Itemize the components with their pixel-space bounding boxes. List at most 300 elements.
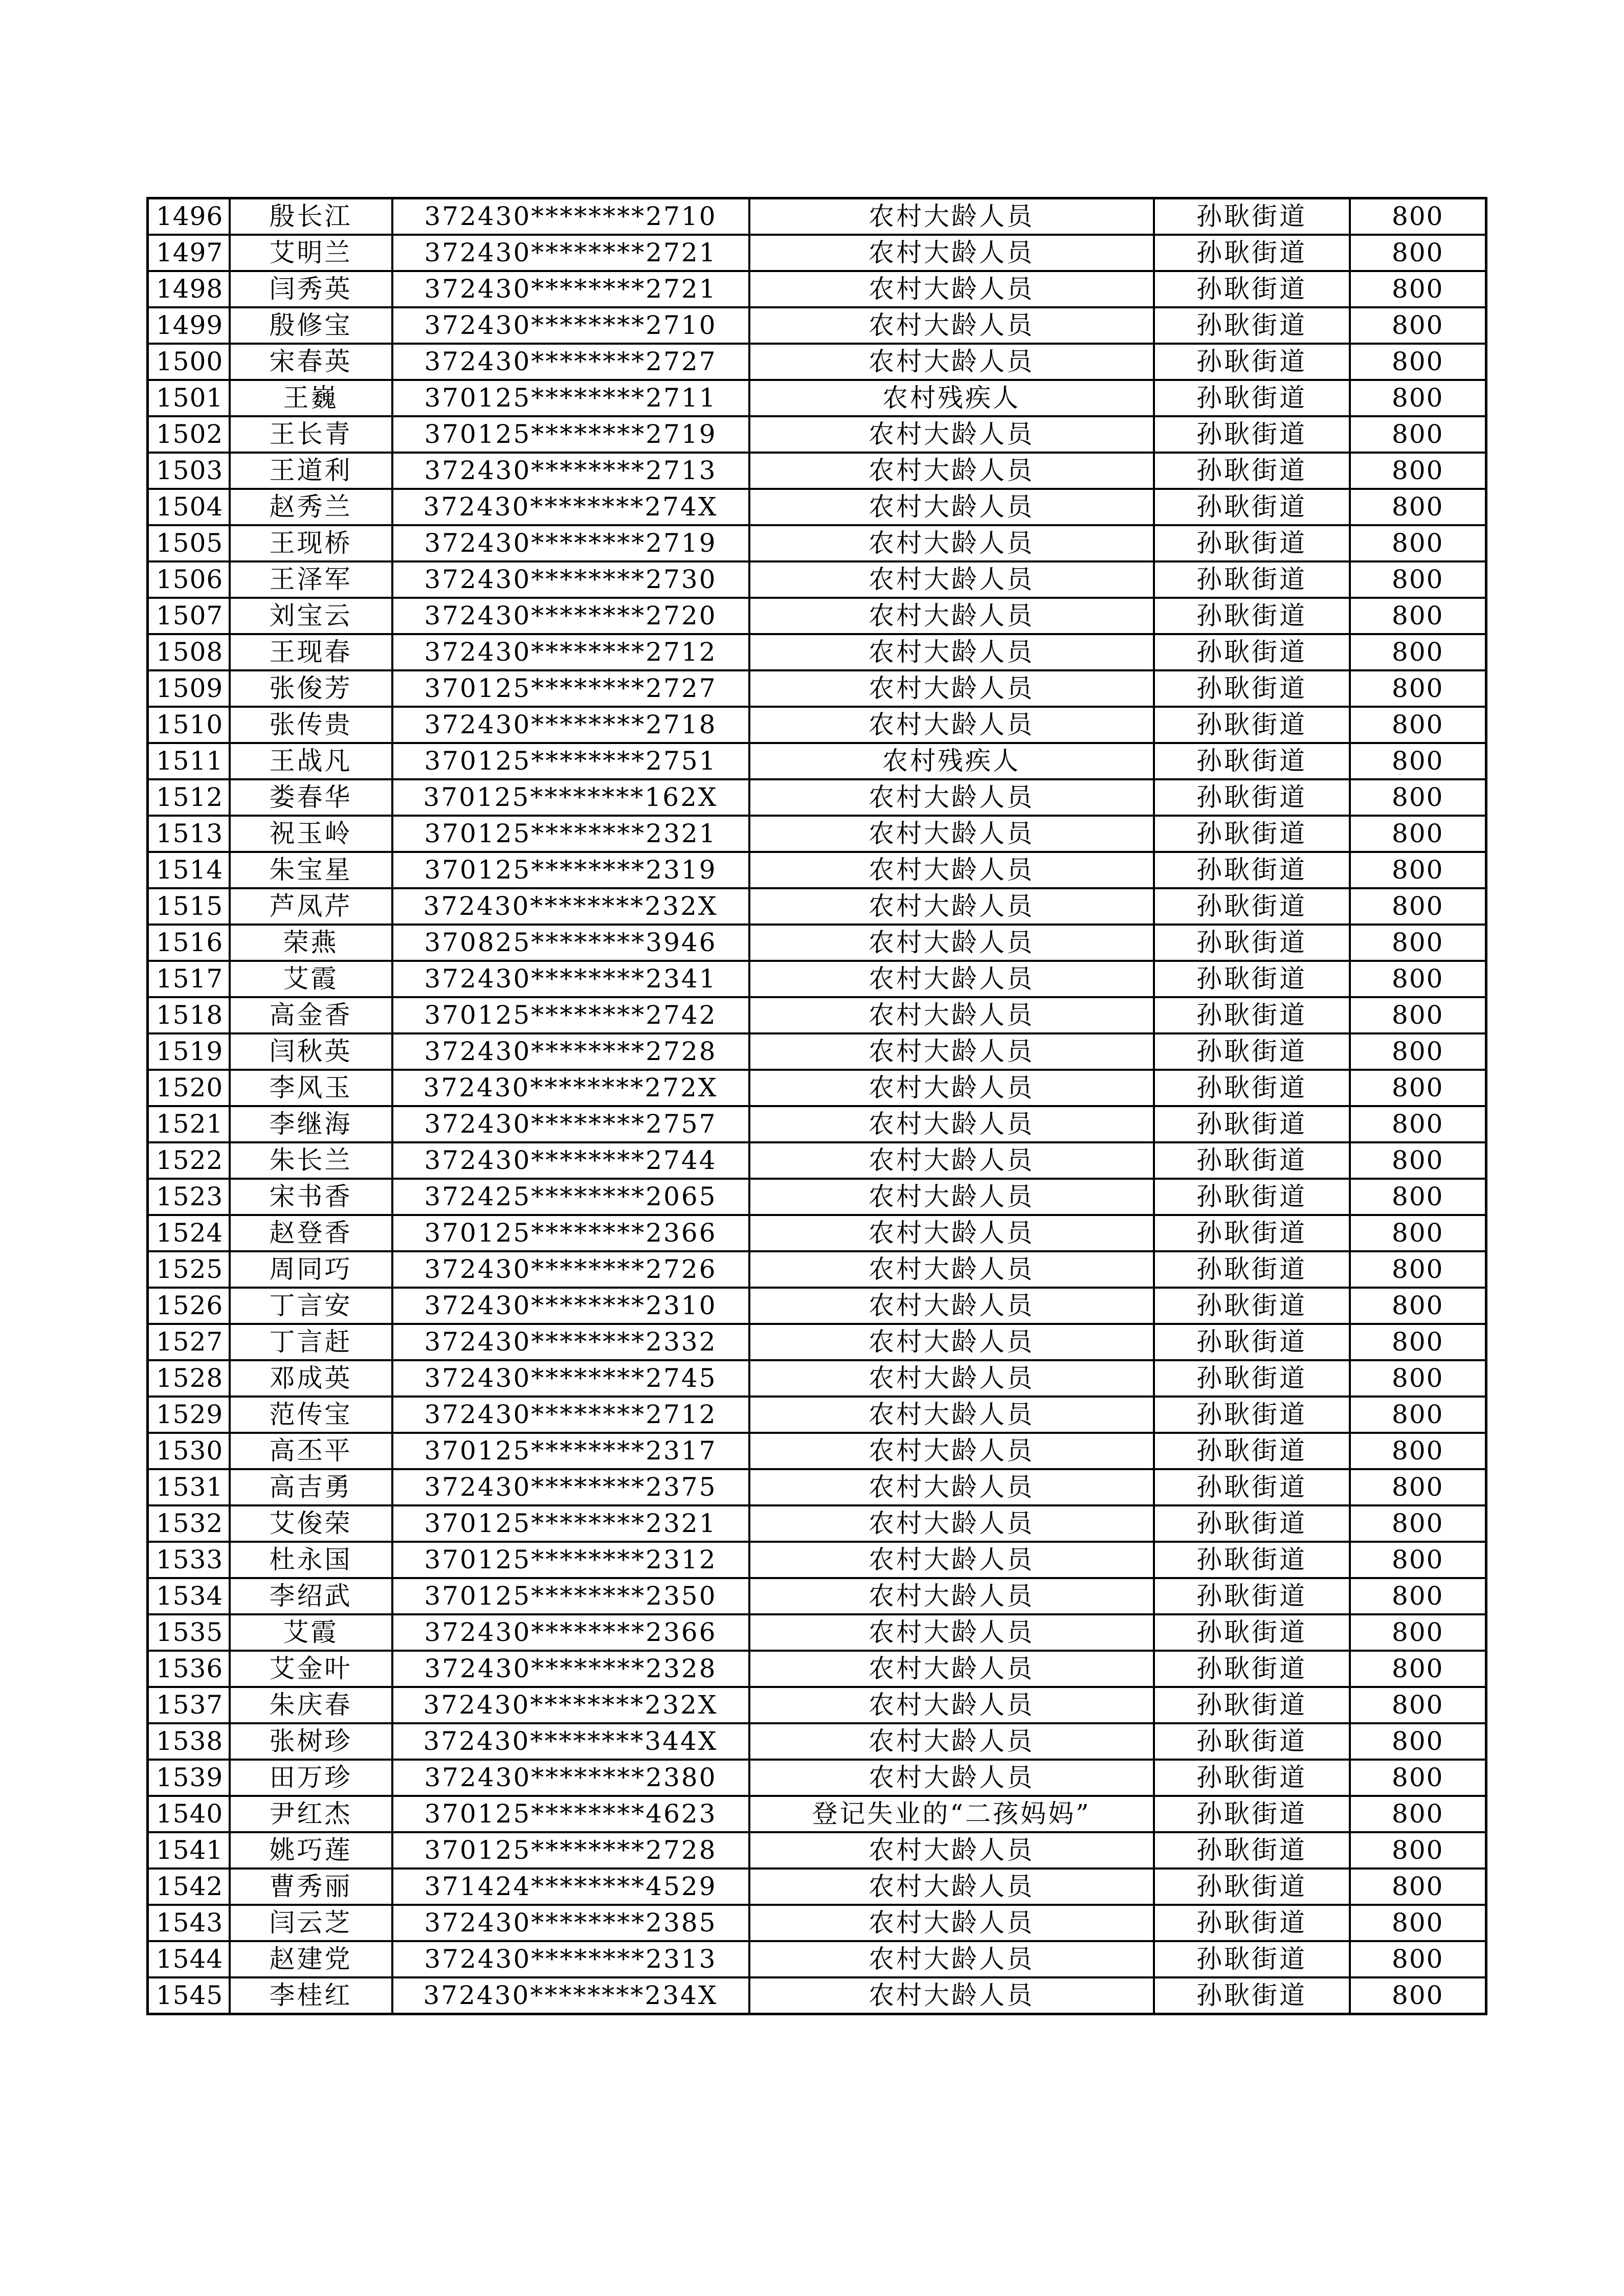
street-cell: 孙耿街道 xyxy=(1154,997,1350,1033)
name-cell: 闫云芝 xyxy=(230,1905,392,1941)
id-number-cell: 370125********2719 xyxy=(392,416,749,453)
table-row xyxy=(148,743,1486,779)
table-row xyxy=(148,1796,1486,1832)
amount-cell: 800 xyxy=(1350,1433,1486,1469)
name-cell: 王长青 xyxy=(230,416,392,453)
id-number-cell: 370125********2350 xyxy=(392,1578,749,1614)
name-cell: 荣燕 xyxy=(230,925,392,961)
row-number-cell: 1509 xyxy=(148,670,230,707)
amount-cell: 800 xyxy=(1350,1215,1486,1251)
name-cell: 丁言安 xyxy=(230,1288,392,1324)
amount-cell: 800 xyxy=(1350,997,1486,1033)
row-number-cell: 1540 xyxy=(148,1796,230,1832)
street-cell: 孙耿街道 xyxy=(1154,1869,1350,1905)
id-number-cell: 372430********2328 xyxy=(392,1651,749,1687)
id-number-cell: 372430********2721 xyxy=(392,235,749,271)
amount-cell: 800 xyxy=(1350,925,1486,961)
id-number-cell: 370125********2319 xyxy=(392,852,749,888)
amount-cell: 800 xyxy=(1350,598,1486,634)
amount-cell: 800 xyxy=(1350,816,1486,852)
id-number-cell: 372430********2375 xyxy=(392,1469,749,1505)
street-cell: 孙耿街道 xyxy=(1154,1215,1350,1251)
table-row xyxy=(148,235,1486,271)
name-cell: 田万珍 xyxy=(230,1760,392,1796)
street-cell: 孙耿街道 xyxy=(1154,1106,1350,1142)
id-number-cell: 370125********2728 xyxy=(392,1832,749,1869)
category-cell: 农村残疾人 xyxy=(749,743,1154,779)
category-cell: 农村大龄人员 xyxy=(749,1614,1154,1651)
table-row xyxy=(148,997,1486,1033)
id-number-cell: 372430********2726 xyxy=(392,1251,749,1288)
street-cell: 孙耿街道 xyxy=(1154,1905,1350,1941)
amount-cell: 800 xyxy=(1350,271,1486,307)
row-number-cell: 1497 xyxy=(148,235,230,271)
id-number-cell: 370125********2312 xyxy=(392,1542,749,1578)
name-cell: 朱庆春 xyxy=(230,1687,392,1723)
amount-cell: 800 xyxy=(1350,235,1486,271)
table-row xyxy=(148,816,1486,852)
street-cell: 孙耿街道 xyxy=(1154,634,1350,670)
amount-cell: 800 xyxy=(1350,561,1486,598)
row-number-cell: 1531 xyxy=(148,1469,230,1505)
row-number-cell: 1511 xyxy=(148,743,230,779)
table-row xyxy=(148,1288,1486,1324)
name-cell: 赵建党 xyxy=(230,1941,392,1977)
row-number-cell: 1503 xyxy=(148,453,230,489)
name-cell: 张俊芳 xyxy=(230,670,392,707)
id-number-cell: 370125********4623 xyxy=(392,1796,749,1832)
table-row xyxy=(148,1505,1486,1542)
amount-cell: 800 xyxy=(1350,888,1486,925)
id-number-cell: 372430********2727 xyxy=(392,344,749,380)
amount-cell: 800 xyxy=(1350,779,1486,816)
street-cell: 孙耿街道 xyxy=(1154,1033,1350,1070)
name-cell: 殷修宝 xyxy=(230,307,392,344)
id-number-cell: 372430********2313 xyxy=(392,1941,749,1977)
row-number-cell: 1507 xyxy=(148,598,230,634)
street-cell: 孙耿街道 xyxy=(1154,670,1350,707)
category-cell: 农村大龄人员 xyxy=(749,1324,1154,1360)
id-number-cell: 370125********162X xyxy=(392,779,749,816)
street-cell: 孙耿街道 xyxy=(1154,1796,1350,1832)
amount-cell: 800 xyxy=(1350,1651,1486,1687)
row-number-cell: 1500 xyxy=(148,344,230,380)
name-cell: 艾俊荣 xyxy=(230,1505,392,1542)
category-cell: 登记失业的“二孩妈妈” xyxy=(749,1796,1154,1832)
id-number-cell: 370125********2321 xyxy=(392,1505,749,1542)
category-cell: 农村大龄人员 xyxy=(749,961,1154,997)
id-number-cell: 372430********344X xyxy=(392,1723,749,1760)
amount-cell: 800 xyxy=(1350,416,1486,453)
street-cell: 孙耿街道 xyxy=(1154,779,1350,816)
amount-cell: 800 xyxy=(1350,1469,1486,1505)
row-number-cell: 1516 xyxy=(148,925,230,961)
row-number-cell: 1520 xyxy=(148,1070,230,1106)
name-cell: 姚巧莲 xyxy=(230,1832,392,1869)
table-body xyxy=(148,198,1486,2014)
table-row xyxy=(148,961,1486,997)
category-cell: 农村大龄人员 xyxy=(749,1033,1154,1070)
street-cell: 孙耿街道 xyxy=(1154,1941,1350,1977)
name-cell: 高丕平 xyxy=(230,1433,392,1469)
row-number-cell: 1537 xyxy=(148,1687,230,1723)
category-cell: 农村大龄人员 xyxy=(749,598,1154,634)
name-cell: 祝玉岭 xyxy=(230,816,392,852)
category-cell: 农村大龄人员 xyxy=(749,1832,1154,1869)
id-number-cell: 372430********2730 xyxy=(392,561,749,598)
category-cell: 农村大龄人员 xyxy=(749,1179,1154,1215)
table-row xyxy=(148,1578,1486,1614)
name-cell: 王现春 xyxy=(230,634,392,670)
category-cell: 农村大龄人员 xyxy=(749,489,1154,525)
table-row xyxy=(148,1215,1486,1251)
street-cell: 孙耿街道 xyxy=(1154,1251,1350,1288)
table-row xyxy=(148,634,1486,670)
street-cell: 孙耿街道 xyxy=(1154,888,1350,925)
amount-cell: 800 xyxy=(1350,743,1486,779)
category-cell: 农村大龄人员 xyxy=(749,1905,1154,1941)
category-cell: 农村大龄人员 xyxy=(749,1505,1154,1542)
row-number-cell: 1508 xyxy=(148,634,230,670)
name-cell: 闫秋英 xyxy=(230,1033,392,1070)
street-cell: 孙耿街道 xyxy=(1154,816,1350,852)
table-row xyxy=(148,1033,1486,1070)
id-number-cell: 372430********234X xyxy=(392,1977,749,2014)
category-cell: 农村大龄人员 xyxy=(749,1977,1154,2014)
name-cell: 张传贵 xyxy=(230,707,392,743)
amount-cell: 800 xyxy=(1350,1106,1486,1142)
street-cell: 孙耿街道 xyxy=(1154,852,1350,888)
id-number-cell: 371424********4529 xyxy=(392,1869,749,1905)
table-row xyxy=(148,1397,1486,1433)
street-cell: 孙耿街道 xyxy=(1154,271,1350,307)
category-cell: 农村大龄人员 xyxy=(749,634,1154,670)
table-row xyxy=(148,1106,1486,1142)
name-cell: 艾明兰 xyxy=(230,235,392,271)
street-cell: 孙耿街道 xyxy=(1154,453,1350,489)
amount-cell: 800 xyxy=(1350,1505,1486,1542)
name-cell: 张树珍 xyxy=(230,1723,392,1760)
name-cell: 闫秀英 xyxy=(230,271,392,307)
id-number-cell: 370125********2727 xyxy=(392,670,749,707)
table-row xyxy=(148,525,1486,561)
row-number-cell: 1504 xyxy=(148,489,230,525)
amount-cell: 800 xyxy=(1350,1723,1486,1760)
category-cell: 农村大龄人员 xyxy=(749,1651,1154,1687)
row-number-cell: 1544 xyxy=(148,1941,230,1977)
name-cell: 李桂红 xyxy=(230,1977,392,2014)
street-cell: 孙耿街道 xyxy=(1154,307,1350,344)
amount-cell: 800 xyxy=(1350,1869,1486,1905)
row-number-cell: 1528 xyxy=(148,1360,230,1397)
category-cell: 农村大龄人员 xyxy=(749,1142,1154,1179)
amount-cell: 800 xyxy=(1350,634,1486,670)
row-number-cell: 1534 xyxy=(148,1578,230,1614)
name-cell: 赵秀兰 xyxy=(230,489,392,525)
name-cell: 宋书香 xyxy=(230,1179,392,1215)
street-cell: 孙耿街道 xyxy=(1154,1760,1350,1796)
street-cell: 孙耿街道 xyxy=(1154,1977,1350,2014)
table-row xyxy=(148,1941,1486,1977)
amount-cell: 800 xyxy=(1350,1941,1486,1977)
category-cell: 农村大龄人员 xyxy=(749,997,1154,1033)
amount-cell: 800 xyxy=(1350,852,1486,888)
street-cell: 孙耿街道 xyxy=(1154,1651,1350,1687)
name-cell: 艾霞 xyxy=(230,1614,392,1651)
street-cell: 孙耿街道 xyxy=(1154,380,1350,416)
row-number-cell: 1502 xyxy=(148,416,230,453)
id-number-cell: 372430********274X xyxy=(392,489,749,525)
amount-cell: 800 xyxy=(1350,1288,1486,1324)
table-row xyxy=(148,779,1486,816)
row-number-cell: 1512 xyxy=(148,779,230,816)
category-cell: 农村大龄人员 xyxy=(749,416,1154,453)
table-row xyxy=(148,598,1486,634)
id-number-cell: 372430********2385 xyxy=(392,1905,749,1941)
table-row xyxy=(148,888,1486,925)
id-number-cell: 370125********2321 xyxy=(392,816,749,852)
amount-cell: 800 xyxy=(1350,198,1486,235)
category-cell: 农村大龄人员 xyxy=(749,1397,1154,1433)
table-row xyxy=(148,1251,1486,1288)
row-number-cell: 1499 xyxy=(148,307,230,344)
category-cell: 农村大龄人员 xyxy=(749,1723,1154,1760)
id-number-cell: 370825********3946 xyxy=(392,925,749,961)
table-row xyxy=(148,670,1486,707)
amount-cell: 800 xyxy=(1350,961,1486,997)
street-cell: 孙耿街道 xyxy=(1154,1324,1350,1360)
category-cell: 农村大龄人员 xyxy=(749,1578,1154,1614)
table-row xyxy=(148,1651,1486,1687)
amount-cell: 800 xyxy=(1350,1614,1486,1651)
table-row xyxy=(148,489,1486,525)
row-number-cell: 1533 xyxy=(148,1542,230,1578)
row-number-cell: 1530 xyxy=(148,1433,230,1469)
row-number-cell: 1527 xyxy=(148,1324,230,1360)
row-number-cell: 1501 xyxy=(148,380,230,416)
amount-cell: 800 xyxy=(1350,1542,1486,1578)
table-row xyxy=(148,1142,1486,1179)
table-row xyxy=(148,1760,1486,1796)
table-row xyxy=(148,1614,1486,1651)
category-cell: 农村残疾人 xyxy=(749,380,1154,416)
table-row xyxy=(148,925,1486,961)
category-cell: 农村大龄人员 xyxy=(749,561,1154,598)
street-cell: 孙耿街道 xyxy=(1154,961,1350,997)
name-cell: 高金香 xyxy=(230,997,392,1033)
street-cell: 孙耿街道 xyxy=(1154,743,1350,779)
street-cell: 孙耿街道 xyxy=(1154,925,1350,961)
id-number-cell: 372430********2712 xyxy=(392,1397,749,1433)
table-row xyxy=(148,1070,1486,1106)
name-cell: 周同巧 xyxy=(230,1251,392,1288)
table-row xyxy=(148,1433,1486,1469)
category-cell: 农村大龄人员 xyxy=(749,1869,1154,1905)
id-number-cell: 372430********2721 xyxy=(392,271,749,307)
name-cell: 李风玉 xyxy=(230,1070,392,1106)
id-number-cell: 370125********2317 xyxy=(392,1433,749,1469)
street-cell: 孙耿街道 xyxy=(1154,1360,1350,1397)
amount-cell: 800 xyxy=(1350,1251,1486,1288)
amount-cell: 800 xyxy=(1350,1796,1486,1832)
row-number-cell: 1539 xyxy=(148,1760,230,1796)
name-cell: 王战凡 xyxy=(230,743,392,779)
id-number-cell: 372425********2065 xyxy=(392,1179,749,1215)
name-cell: 李绍武 xyxy=(230,1578,392,1614)
name-cell: 芦凤芹 xyxy=(230,888,392,925)
street-cell: 孙耿街道 xyxy=(1154,235,1350,271)
category-cell: 农村大龄人员 xyxy=(749,816,1154,852)
name-cell: 艾霞 xyxy=(230,961,392,997)
table-row xyxy=(148,416,1486,453)
street-cell: 孙耿街道 xyxy=(1154,1142,1350,1179)
row-number-cell: 1545 xyxy=(148,1977,230,2014)
amount-cell: 800 xyxy=(1350,1578,1486,1614)
street-cell: 孙耿街道 xyxy=(1154,1179,1350,1215)
table-row xyxy=(148,271,1486,307)
table-row xyxy=(148,380,1486,416)
row-number-cell: 1524 xyxy=(148,1215,230,1251)
name-cell: 王道利 xyxy=(230,453,392,489)
id-number-cell: 370125********2711 xyxy=(392,380,749,416)
id-number-cell: 372430********232X xyxy=(392,888,749,925)
table-row xyxy=(148,1687,1486,1723)
name-cell: 范传宝 xyxy=(230,1397,392,1433)
table-row xyxy=(148,1723,1486,1760)
id-number-cell: 372430********232X xyxy=(392,1687,749,1723)
amount-cell: 800 xyxy=(1350,1832,1486,1869)
table-row xyxy=(148,453,1486,489)
street-cell: 孙耿街道 xyxy=(1154,525,1350,561)
id-number-cell: 372430********2310 xyxy=(392,1288,749,1324)
amount-cell: 800 xyxy=(1350,670,1486,707)
category-cell: 农村大龄人员 xyxy=(749,1251,1154,1288)
name-cell: 曹秀丽 xyxy=(230,1869,392,1905)
row-number-cell: 1506 xyxy=(148,561,230,598)
id-number-cell: 372430********2710 xyxy=(392,307,749,344)
id-number-cell: 370125********2742 xyxy=(392,997,749,1033)
table-row xyxy=(148,707,1486,743)
row-number-cell: 1532 xyxy=(148,1505,230,1542)
category-cell: 农村大龄人员 xyxy=(749,525,1154,561)
category-cell: 农村大龄人员 xyxy=(749,1288,1154,1324)
amount-cell: 800 xyxy=(1350,1142,1486,1179)
amount-cell: 800 xyxy=(1350,1033,1486,1070)
row-number-cell: 1543 xyxy=(148,1905,230,1941)
row-number-cell: 1523 xyxy=(148,1179,230,1215)
id-number-cell: 372430********2713 xyxy=(392,453,749,489)
row-number-cell: 1510 xyxy=(148,707,230,743)
street-cell: 孙耿街道 xyxy=(1154,598,1350,634)
category-cell: 农村大龄人员 xyxy=(749,779,1154,816)
subsidy-list-table xyxy=(146,197,1487,2015)
name-cell: 朱长兰 xyxy=(230,1142,392,1179)
street-cell: 孙耿街道 xyxy=(1154,1578,1350,1614)
street-cell: 孙耿街道 xyxy=(1154,1288,1350,1324)
table-row xyxy=(148,1869,1486,1905)
street-cell: 孙耿街道 xyxy=(1154,344,1350,380)
table-row xyxy=(148,1977,1486,2014)
id-number-cell: 372430********2332 xyxy=(392,1324,749,1360)
row-number-cell: 1515 xyxy=(148,888,230,925)
name-cell: 娄春华 xyxy=(230,779,392,816)
amount-cell: 800 xyxy=(1350,344,1486,380)
category-cell: 农村大龄人员 xyxy=(749,235,1154,271)
row-number-cell: 1517 xyxy=(148,961,230,997)
table-row xyxy=(148,1832,1486,1869)
name-cell: 刘宝云 xyxy=(230,598,392,634)
amount-cell: 800 xyxy=(1350,1977,1486,2014)
category-cell: 农村大龄人员 xyxy=(749,670,1154,707)
name-cell: 赵登香 xyxy=(230,1215,392,1251)
amount-cell: 800 xyxy=(1350,380,1486,416)
amount-cell: 800 xyxy=(1350,1179,1486,1215)
category-cell: 农村大龄人员 xyxy=(749,888,1154,925)
name-cell: 尹红杰 xyxy=(230,1796,392,1832)
category-cell: 农村大龄人员 xyxy=(749,1360,1154,1397)
id-number-cell: 372430********2757 xyxy=(392,1106,749,1142)
amount-cell: 800 xyxy=(1350,1397,1486,1433)
row-number-cell: 1526 xyxy=(148,1288,230,1324)
id-number-cell: 372430********2719 xyxy=(392,525,749,561)
category-cell: 农村大龄人员 xyxy=(749,1542,1154,1578)
row-number-cell: 1514 xyxy=(148,852,230,888)
street-cell: 孙耿街道 xyxy=(1154,1397,1350,1433)
name-cell: 丁言赶 xyxy=(230,1324,392,1360)
amount-cell: 800 xyxy=(1350,1324,1486,1360)
amount-cell: 800 xyxy=(1350,1760,1486,1796)
row-number-cell: 1525 xyxy=(148,1251,230,1288)
category-cell: 农村大龄人员 xyxy=(749,271,1154,307)
street-cell: 孙耿街道 xyxy=(1154,1505,1350,1542)
row-number-cell: 1498 xyxy=(148,271,230,307)
street-cell: 孙耿街道 xyxy=(1154,1070,1350,1106)
category-cell: 农村大龄人员 xyxy=(749,852,1154,888)
name-cell: 杜永国 xyxy=(230,1542,392,1578)
amount-cell: 800 xyxy=(1350,525,1486,561)
name-cell: 王巍 xyxy=(230,380,392,416)
table-row xyxy=(148,1905,1486,1941)
id-number-cell: 372430********2744 xyxy=(392,1142,749,1179)
street-cell: 孙耿街道 xyxy=(1154,1542,1350,1578)
name-cell: 殷长江 xyxy=(230,198,392,235)
amount-cell: 800 xyxy=(1350,1360,1486,1397)
id-number-cell: 372430********2366 xyxy=(392,1614,749,1651)
row-number-cell: 1541 xyxy=(148,1832,230,1869)
category-cell: 农村大龄人员 xyxy=(749,925,1154,961)
table-row xyxy=(148,1542,1486,1578)
row-number-cell: 1519 xyxy=(148,1033,230,1070)
id-number-cell: 372430********2728 xyxy=(392,1033,749,1070)
amount-cell: 800 xyxy=(1350,1905,1486,1941)
category-cell: 农村大龄人员 xyxy=(749,1433,1154,1469)
amount-cell: 800 xyxy=(1350,489,1486,525)
name-cell: 王现桥 xyxy=(230,525,392,561)
name-cell: 李继海 xyxy=(230,1106,392,1142)
id-number-cell: 372430********2745 xyxy=(392,1360,749,1397)
street-cell: 孙耿街道 xyxy=(1154,489,1350,525)
row-number-cell: 1505 xyxy=(148,525,230,561)
amount-cell: 800 xyxy=(1350,1687,1486,1723)
table-row xyxy=(148,198,1486,235)
id-number-cell: 372430********2712 xyxy=(392,634,749,670)
category-cell: 农村大龄人员 xyxy=(749,1687,1154,1723)
row-number-cell: 1496 xyxy=(148,198,230,235)
street-cell: 孙耿街道 xyxy=(1154,1832,1350,1869)
table-row xyxy=(148,561,1486,598)
name-cell: 艾金叶 xyxy=(230,1651,392,1687)
name-cell: 王泽军 xyxy=(230,561,392,598)
